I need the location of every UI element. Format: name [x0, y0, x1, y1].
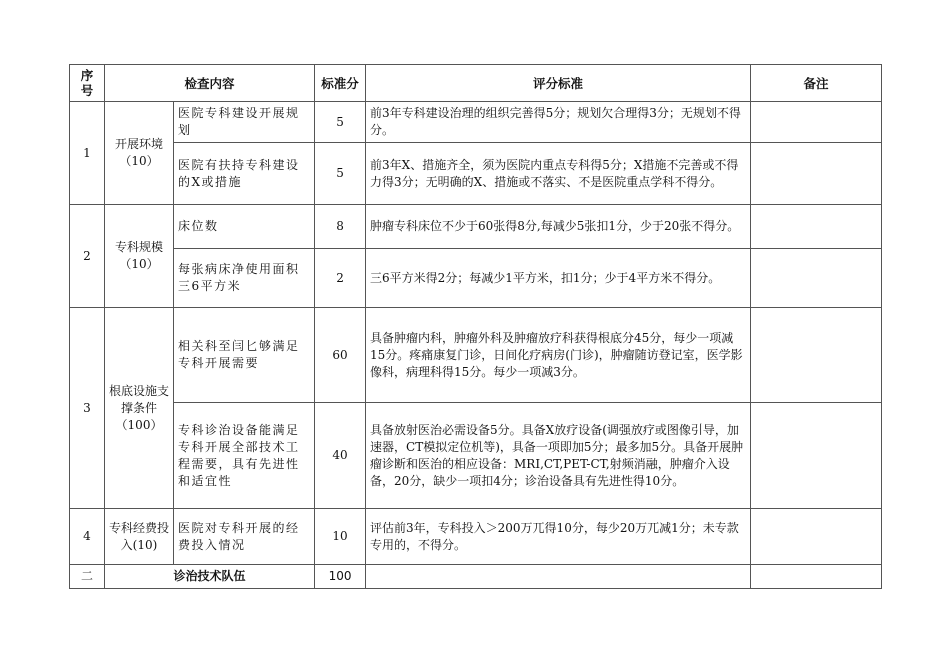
table-row: [70, 509, 882, 565]
item-content: 医院对专科开展的经费投入情况: [174, 509, 315, 565]
item-content: 床位数: [174, 205, 315, 249]
section-no: 2: [70, 205, 105, 308]
item-content: 医院有扶持专科建设的X或措施: [174, 143, 315, 205]
header-remark: 备注: [751, 65, 882, 102]
section-category: 根底设施支撑条件（100）: [105, 308, 174, 509]
item-score: 10: [315, 509, 366, 565]
table-row: [70, 308, 882, 403]
section-title: 诊治技术队伍: [105, 565, 315, 589]
section-remark: [751, 565, 882, 589]
item-remark: [751, 308, 882, 403]
item-remark: [751, 143, 882, 205]
item-score: 2: [315, 249, 366, 308]
header-no: 序 号: [70, 65, 105, 102]
item-score: 5: [315, 102, 366, 143]
item-remark: [751, 403, 882, 509]
table-row: [70, 205, 882, 249]
header-row: [70, 65, 882, 102]
header-criteria: 评分标准: [366, 65, 751, 102]
item-remark: [751, 102, 882, 143]
item-criteria: 具备放射医治必需设备5分。具备X放疗设备(调强放疗或图像引导，加速器，CT模拟定位机等)，具备一项即加5分；最多加5分。具备开展肿瘤诊断和医治的相应设备：MRI,CT,PET-CT,射频消融，肿瘤介入设备，20分，缺少一项扣4分；诊治设备具有先进性得10分。: [366, 403, 751, 509]
item-remark: [751, 509, 882, 565]
item-score: 5: [315, 143, 366, 205]
item-remark: [751, 249, 882, 308]
item-score: 8: [315, 205, 366, 249]
table-row: [70, 143, 882, 205]
section-category: 专科经费投入(10): [105, 509, 174, 565]
item-content: 医院专科建设开展规划: [174, 102, 315, 143]
item-criteria: 肿瘤专科床位不少于60张得8分,每减少5张扣1分，少于20张不得分。: [366, 205, 751, 249]
section-category: 专科规模（10）: [105, 205, 174, 308]
item-criteria: 前3年专科建设治理的组织完善得5分；规划欠合理得3分；无规划不得分。: [366, 102, 751, 143]
section-no: 二: [70, 565, 105, 589]
item-content: 相关科至闫匕够满足专科开展需要: [174, 308, 315, 403]
item-criteria: 评估前3年，专科投入＞200万兀得10分，每少20万兀减1分；未专款专用的，不得分。: [366, 509, 751, 565]
table-row: [70, 249, 882, 308]
section-score: 100: [315, 565, 366, 589]
item-score: 60: [315, 308, 366, 403]
header-std-score: 标准分: [315, 65, 366, 102]
header-content: 检查内容: [105, 65, 315, 102]
section-category: 开展环境（10）: [105, 102, 174, 205]
table-row: [70, 102, 882, 143]
item-content: 专科诊治设备能满足专科开展全部技术工程需要，具有先进性和适宜性: [174, 403, 315, 509]
table-row: [70, 403, 882, 509]
item-criteria: 具备肿瘤内科，肿瘤外科及肿瘤放疗科获得根底分45分，每少一项减15分。疼痛康复门诊，日间化疗病房(门诊)，肿瘤随访登记室，医学影像科，病理科得15分。每少一项减3分。: [366, 308, 751, 403]
section-criteria: [366, 565, 751, 589]
section-no: 1: [70, 102, 105, 205]
item-criteria: 前3年X、措施齐全，须为医院内重点专科得5分；X措施不完善或不得力得3分；无明确的X、措施或不落实、不是医院重点学科不得分。: [366, 143, 751, 205]
item-content: 每张病床净使用面积三6平方米: [174, 249, 315, 308]
scoring-table: [69, 64, 882, 589]
item-remark: [751, 205, 882, 249]
item-score: 40: [315, 403, 366, 509]
section-no: 3: [70, 308, 105, 509]
table-row: [70, 565, 882, 589]
section-no: 4: [70, 509, 105, 565]
item-criteria: 三6平方米得2分；每减少1平方米，扣1分；少于4平方米不得分。: [366, 249, 751, 308]
